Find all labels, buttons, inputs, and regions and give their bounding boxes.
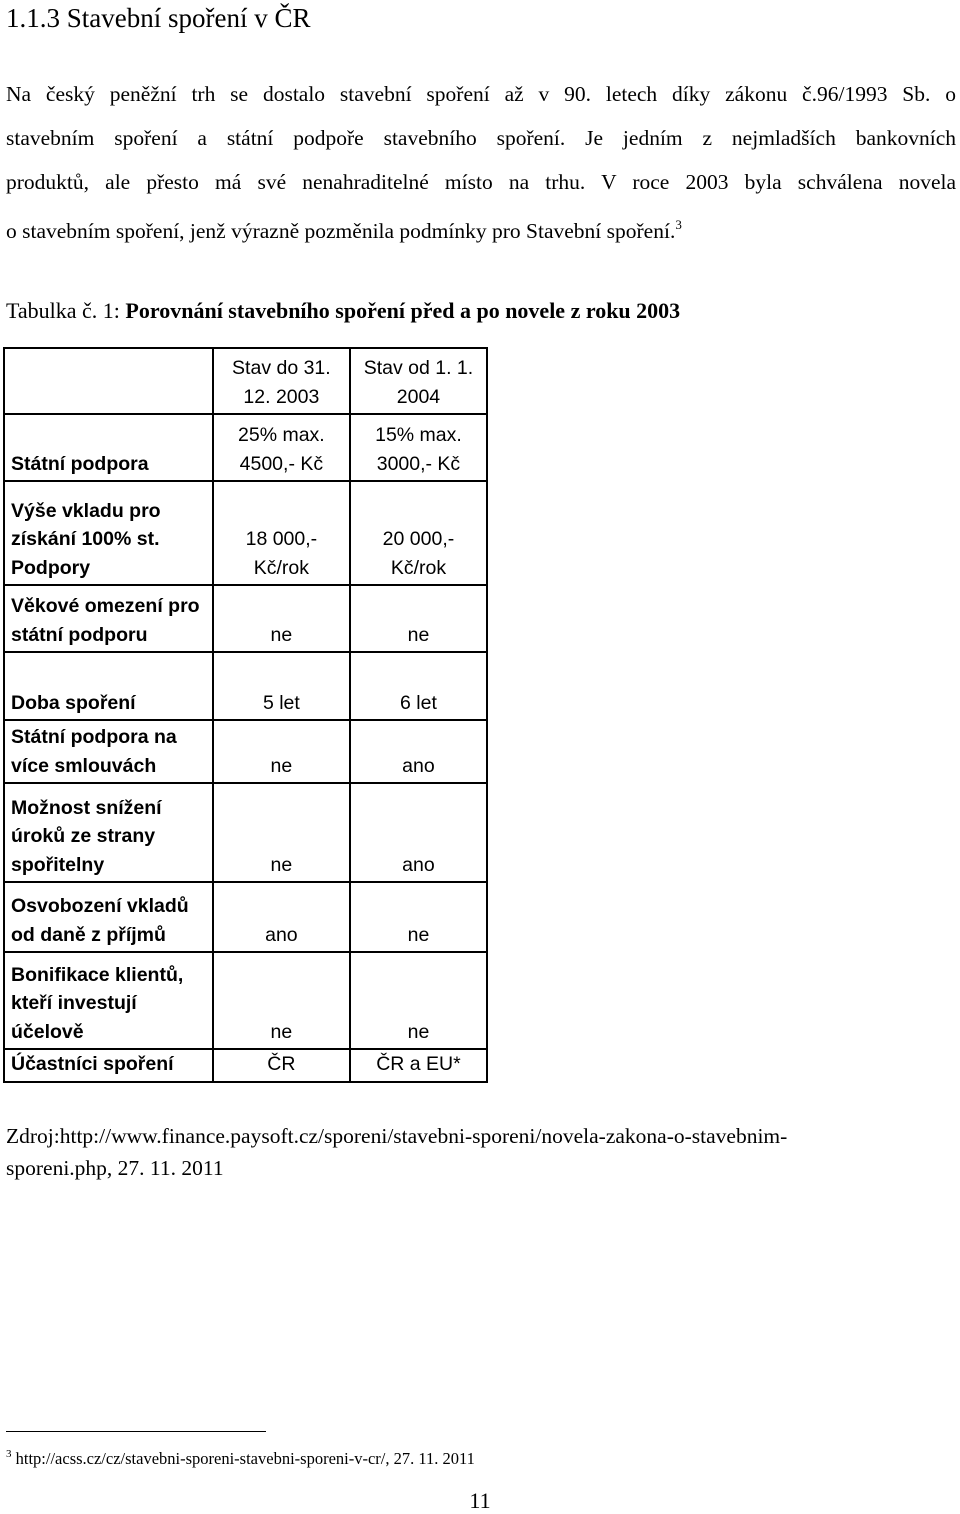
paragraph-line-4-text: o stavebním spoření, jenž výrazně pozměnila podmínky pro Stavební spoření.: [6, 219, 676, 243]
header-col-after: Stav od 1. 1. 2004: [350, 348, 487, 414]
table-row: [4, 481, 487, 585]
row-value-after: ČR a EU*: [350, 1049, 487, 1082]
section-heading: 1.1.3 Stavební spoření v ČR: [6, 3, 311, 33]
row-value-before: ne: [213, 783, 350, 882]
table-row: [4, 1049, 487, 1082]
row-value-after: ano: [350, 720, 487, 783]
paragraph-line-3: produktů, ale přesto má své nenahraditelné místo na trhu. V roce 2003 byla schválena novela: [6, 170, 956, 194]
table-row: [4, 652, 487, 720]
source-line-2: sporeni.php, 27. 11. 2011: [6, 1156, 224, 1180]
table-caption-prefix: Tabulka č. 1:: [6, 298, 126, 323]
row-value-before: ne: [213, 720, 350, 783]
footnote-reference[interactable]: 3: [675, 217, 682, 232]
table-caption: [6, 296, 680, 326]
table-row: [4, 882, 487, 952]
table-row: [4, 952, 487, 1049]
footnote-text: http://acss.cz/cz/stavebni-sporeni-stavebni-sporeni-v-cr/, 27. 11. 2011: [15, 1449, 475, 1468]
row-value-after: 20 000,- Kč/rok: [350, 481, 487, 585]
row-label: Bonifikace klientů, kteří investují účelově: [4, 952, 213, 1049]
row-value-after: ne: [350, 585, 487, 652]
page-number: 11: [469, 1488, 491, 1513]
comparison-table: [3, 347, 488, 1083]
footnote-number: 3: [6, 1448, 12, 1460]
row-label: Účastníci spoření: [4, 1049, 213, 1082]
row-label: Výše vkladu pro získání 100% st. Podpory: [4, 481, 213, 585]
row-value-after: 6 let: [350, 652, 487, 720]
row-label: Osvobození vkladů od daně z příjmů: [4, 882, 213, 952]
paragraph-line-2: stavebním spoření a státní podpoře stavebního spoření. Je jedním z nejmladších bankovních: [6, 126, 956, 150]
source-line-1: Zdroj:http://www.finance.paysoft.cz/sporeni/stavebni-sporeni/novela-zakona-o-stavebnim-: [6, 1124, 788, 1148]
row-label: Možnost snížení úroků ze strany spořitelny: [4, 783, 213, 882]
row-value-before: ne: [213, 952, 350, 1049]
table-caption-title: Porovnání stavebního spoření před a po novele z roku 2003: [125, 298, 681, 323]
row-value-before: 18 000,- Kč/rok: [213, 481, 350, 585]
paragraph-line-1: Na český peněžní trh se dostalo stavební spoření až v 90. letech díky zákonu č.96/1993 Sb. o: [6, 82, 956, 106]
paragraph-line-4: [6, 210, 956, 246]
row-value-after: ne: [350, 952, 487, 1049]
table-row: [4, 414, 487, 481]
row-value-before: ne: [213, 585, 350, 652]
row-value-before: ČR: [213, 1049, 350, 1082]
header-label-cell: [4, 348, 213, 414]
header-col-before: Stav do 31. 12. 2003: [213, 348, 350, 414]
table-header-row: [4, 348, 487, 414]
row-value-before: 25% max. 4500,- Kč: [213, 414, 350, 481]
row-label: Věkové omezení pro státní podporu: [4, 585, 213, 652]
row-label: Státní podpora na více smlouvách: [4, 720, 213, 783]
table-row: [4, 783, 487, 882]
row-value-before: ano: [213, 882, 350, 952]
footnote-separator: [6, 1431, 266, 1432]
row-value-after: ne: [350, 882, 487, 952]
row-value-before: 5 let: [213, 652, 350, 720]
row-value-after: ano: [350, 783, 487, 882]
footnote: [6, 1443, 475, 1470]
row-value-after: 15% max. 3000,- Kč: [350, 414, 487, 481]
row-label: Státní podpora: [4, 414, 213, 481]
table-row: [4, 720, 487, 783]
row-label: Doba spoření: [4, 652, 213, 720]
table-row: [4, 585, 487, 652]
